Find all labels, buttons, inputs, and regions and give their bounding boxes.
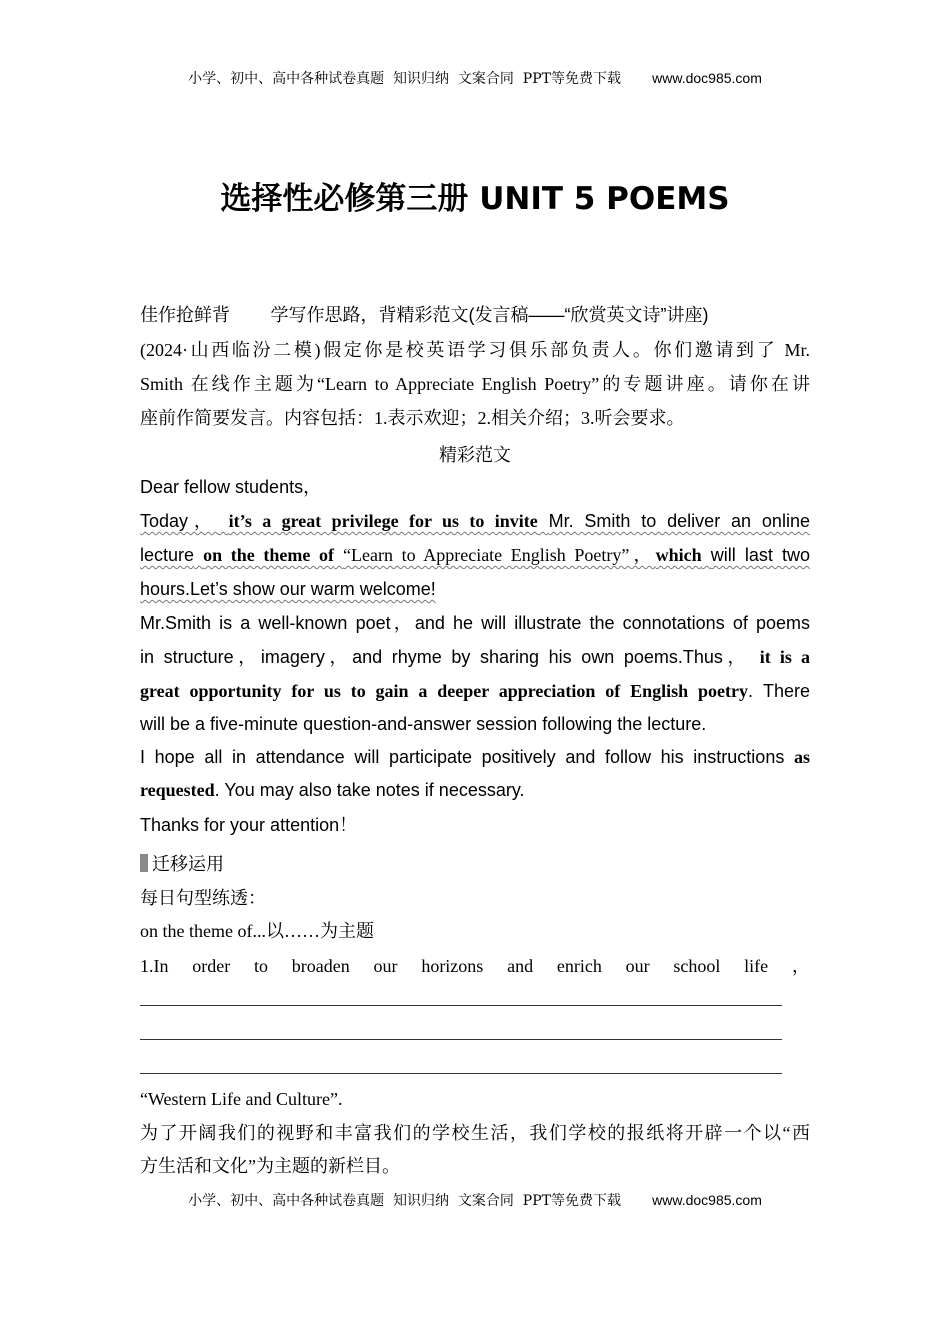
transfer-heading [140,852,810,876]
essay-text: Mr. Smith to deliver an online [548,511,810,531]
answer-blank-line-2[interactable] [140,1039,782,1040]
answer-blank-line-3[interactable] [140,1073,782,1074]
essay-text: I hope all in attendance will participate positively and follow his instructions [140,747,785,767]
page-footer [0,1190,950,1210]
page-header [0,68,950,88]
q1-word: ， [791,956,810,976]
essay-p3-line-1 [140,745,810,769]
essay-text: lecture [140,545,195,565]
question-1 [140,954,810,978]
q1-word: broaden [291,956,350,976]
daily-practice-label: 每日句型练透： [140,888,266,908]
essay-text: . There [747,681,810,701]
essay-p1-line-2 [140,543,810,567]
q1-word: horizons [421,956,484,976]
essay-highlight: it is a [759,647,810,667]
section-marker-icon [140,854,148,872]
essay-text: Today， [140,511,218,531]
q1-word: enrich [556,956,602,976]
transfer-label: 迁移运用 [152,854,224,874]
header-url: www.doc985.com [652,70,762,86]
essay-highlight: on the theme of [203,545,334,565]
essay-p1-line-1 [140,509,810,533]
question-1-translation-line-2: 方生活和文化”为主题的新栏目。 [140,1156,400,1176]
essay-p1-line-3 [140,577,810,601]
q1-word: life [744,956,769,976]
essay-text: “Learn to Appreciate English Poetry”， [343,545,656,565]
prompt-line-2: Smith 在线作主题为“Learn to Appreciate English Poetry”的专题讲座。请你在讲 [140,374,810,394]
q1-word: school [673,956,721,976]
section-title: 学写作思路，背精彩范文(发言稿——“欣赏英文诗”讲座) [270,305,709,325]
header-text: 小学、初中、高中各种试卷真题 知识归纳 文案合同 PPT等免费下载 [188,71,621,87]
question-1-translation-line-1: 为了开阔我们的视野和丰富我们的学校生活，我们学校的报纸将开辟一个以“西 [140,1123,810,1143]
essay-closing: Thanks for your attention！ [140,815,358,835]
question-1-ending: “Western Life and Culture”. [140,1089,343,1109]
essay-p2-line-3 [140,679,810,703]
q1-word: order [192,956,231,976]
answer-blank-line-1[interactable] [140,1005,782,1006]
essay-text: will last two [710,545,810,565]
prompt-line-3: 座前作简要发言。内容包括：1.表示欢迎；2.相关介绍；3.听会要求。 [140,408,685,428]
section-heading [140,303,810,327]
essay-greeting: Dear fellow students， [140,477,322,497]
q1-word: 1.In [140,956,169,976]
footer-url: www.doc985.com [652,1192,762,1208]
prompt-line-1: (2024·山西临汾二模)假定你是校英语学习俱乐部负责人。你们邀请到了 Mr. [140,340,810,360]
essay-highlight: as [793,747,810,767]
essay-text: hours.Let’s show our warm welcome! [140,579,436,599]
essay-p2-line-2 [140,645,810,669]
essay-text: in structure，imagery，and rhyme by sharing his own poems.Thus， [140,647,751,667]
essay-highlight: which [655,545,702,565]
essay-highlight: great opportunity for us to gain a deeper appreciation of English poetry [140,681,748,701]
essay-highlight: it’s a great privilege for us to invite [228,511,538,531]
essay-p3-line-2 [140,778,810,802]
essay-text: . You may also take notes if necessary. [214,780,525,800]
q1-word: to [254,956,269,976]
sentence-pattern: on the theme of...以……为主题 [140,921,374,941]
page-title: 选择性必修第三册 UNIT 5 POEMS [220,181,730,217]
model-essay-label: 精彩范文 [439,445,511,465]
footer-text: 小学、初中、高中各种试卷真题 知识归纳 文案合同 PPT等免费下载 [188,1193,621,1209]
section-tag: 佳作抢鲜背 [140,305,230,325]
essay-p2-line-4: will be a five-minute question-and-answer session following the lecture. [140,714,707,734]
essay-highlight: requested [140,780,215,800]
essay-p2-line-1: Mr.Smith is a well-known poet，and he will illustrate the connotations of poems [140,613,810,633]
q1-word: our [625,956,650,976]
q1-word: our [373,956,398,976]
q1-word: and [507,956,534,976]
